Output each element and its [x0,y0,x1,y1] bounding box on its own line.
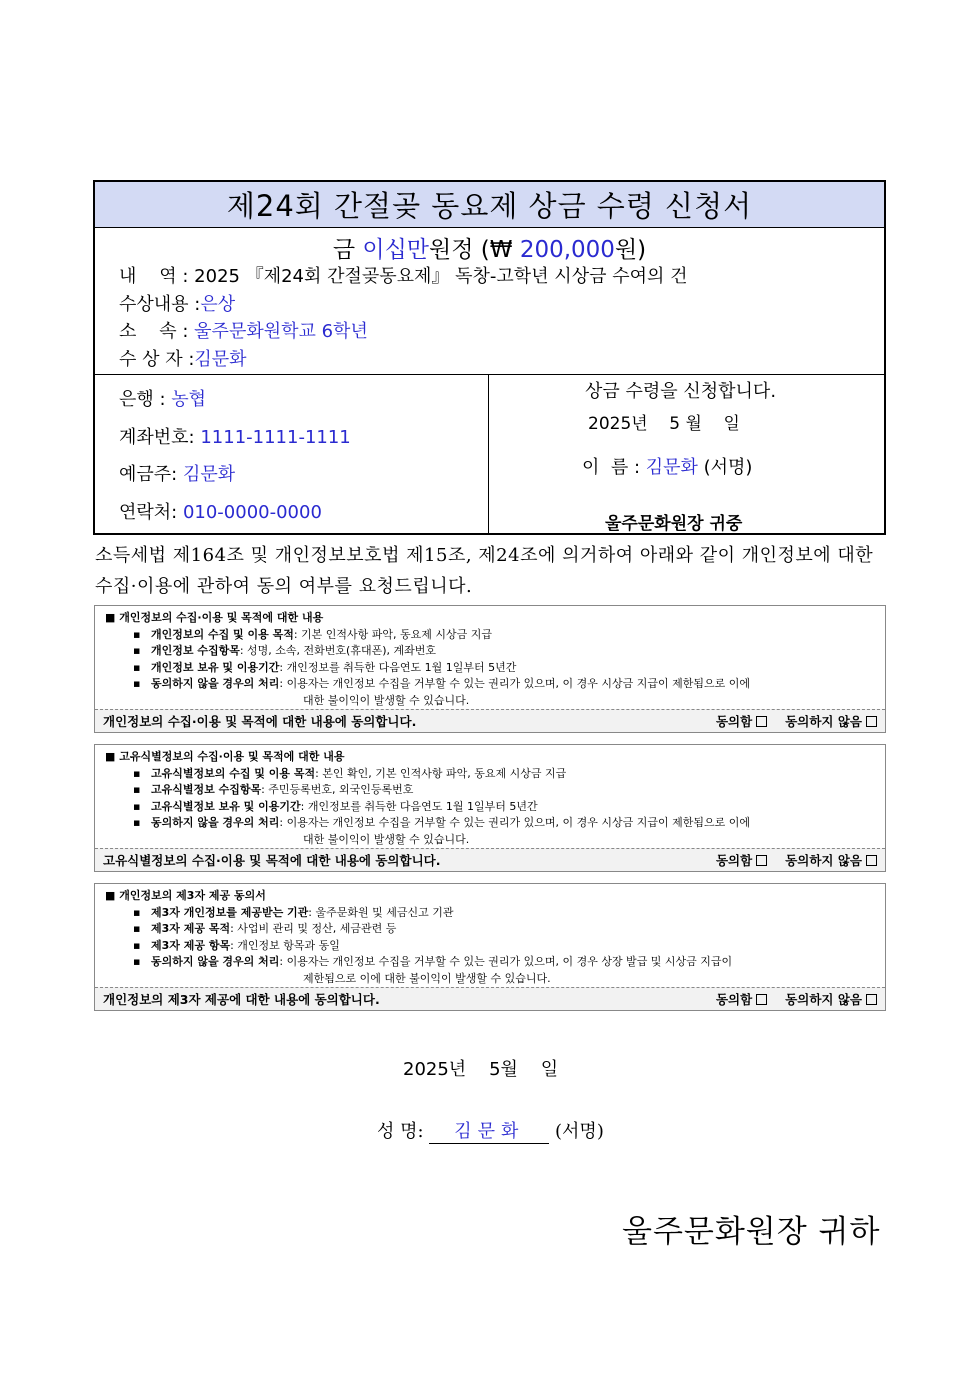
agree-label: 동의함 [715,992,753,1007]
consent-item: ▪ 제3자 제공 항목: 개인정보 항목과 동일 [133,938,885,955]
disagree-checkbox[interactable] [866,994,877,1005]
application-statement [489,375,884,533]
award-row [95,291,884,319]
apply-name-row [582,453,752,479]
account-row [119,419,488,457]
amount-number: 200,000 [519,237,615,263]
apply-statement: 상금 수령을 신청합니다. [585,381,777,402]
disagree-label: 동의하지 않음 [785,853,862,868]
consent-box-unique-id [94,744,886,872]
amount-line [95,231,884,263]
disagree-label: 동의하지 않음 [785,992,862,1007]
signature-label: 성 명: [377,1121,430,1142]
footer-signature [377,1117,604,1144]
form-title: 제24회 간절곶 동요제 상금 수령 신청서 [95,182,884,228]
consent-box-personal-info [94,605,886,733]
apply-name-value: 김문화 [645,457,698,478]
contact-label: 연락처: [119,501,183,523]
disagree-checkbox[interactable] [866,855,877,866]
apply-sign: (서명) [697,457,753,478]
content-label: 내 역 : [119,266,195,287]
footer-date: 2025년 5월 일 [403,1059,559,1080]
consent-item: ▪ 고유식별정보의 수집 및 이용 목적: 본인 확인, 기본 인적사항 파악, 동요제 시상금 지급 [133,766,885,783]
consent-item: ▪ 개인정보 수집항목: 성명, 소속, 전화번호(휴대폰), 계좌번호 [133,643,885,660]
consent-heading: ■ 개인정보의 제3자 제공 동의서 [105,889,266,902]
consent-agree-row [95,848,885,871]
consent-heading: ■ 고유식별정보의 수집·이용 및 목적에 대한 내용 [105,750,345,763]
consent-item: ▪ 개인정보 보유 및 이용기간: 개인정보를 취득한 다음연도 1월 1일부터 5년간 [133,660,885,677]
award-label: 수상내용 : [119,293,201,315]
apply-recipient: 울주문화원장 귀중 [605,514,743,534]
form-bottom-section [95,374,884,533]
amount-prefix: 금 [332,237,363,263]
account-label: 계좌번호: [119,426,201,448]
disagree-label: 동의하지 않음 [785,714,862,729]
award-application-form [93,180,886,535]
agree-checkbox[interactable] [756,716,767,727]
holder-value: 김문화 [182,464,236,485]
consent-agree-text: 개인정보의 수집·이용 및 목적에 대한 내용에 동의합니다. [103,714,417,729]
bank-row [119,381,488,419]
signature-name: 김문화 [429,1117,549,1144]
agree-label: 동의함 [715,714,753,729]
apply-date: 2025년 5 월 일 [588,414,740,434]
consent-agree-text: 개인정보의 제3자 제공에 대한 내용에 동의합니다. [103,992,380,1007]
agree-label: 동의함 [715,853,753,868]
amount-korean: 이십만 [362,237,430,263]
contact-row [119,494,488,532]
consent-item: ▪ 제3자 제공 목적: 사업비 관리 및 정산, 세금관련 등 [133,921,885,938]
holder-row [119,456,488,494]
consent-item: ▪ 동의하지 않을 경우의 처리: 이용자는 개인정보 수집을 거부할 수 있는 권리가 있으며, 이 경우 상장 발급 및 시상금 지급이 [133,954,885,971]
agree-checkbox[interactable] [756,855,767,866]
contact-value: 010-0000-0000 [182,501,322,523]
holder-label: 예금주: [119,464,183,485]
winner-value: 김문화 [194,348,247,370]
consent-continuation: 대한 불이익이 발생할 수 있습니다. [303,693,470,707]
consent-heading: ■ 개인정보의 수집·이용 및 목적에 대한 내용 [105,611,324,624]
consent-item: ▪ 동의하지 않을 경우의 처리: 이용자는 개인정보 수집을 거부할 수 있는 권리가 있으며, 이 경우 시상금 지급이 제한됨으로 이에 [133,815,885,832]
consent-item: ▪ 제3자 개인정보를 제공받는 기관: 울주문화원 및 세금신고 기관 [133,905,885,922]
amount-mid: 원정 (₩ [429,237,520,263]
winner-row [95,346,884,374]
content-value: 2025 『제24회 간절곶동요제』 독창-고학년 시상금 수여의 건 [194,266,688,287]
disagree-checkbox[interactable] [866,716,877,727]
award-value: 은상 [200,293,236,315]
agree-checkbox[interactable] [756,994,767,1005]
consent-agree-text: 고유식별정보의 수집·이용 및 목적에 대한 내용에 동의합니다. [103,853,441,868]
account-value: 1111-1111-1111 [200,426,351,448]
bank-value: 농협 [171,389,207,410]
affiliation-label: 소 속 : [119,321,195,342]
affiliation-value: 울주문화원학교 6학년 [194,321,368,342]
consent-item: ▪ 동의하지 않을 경우의 처리: 이용자는 개인정보 수집을 거부할 수 있는 권리가 있으며, 이 경우 시상금 지급이 제한됨으로 이에 [133,676,885,693]
signature-suffix: (서명) [549,1121,604,1142]
consent-box-third-party [94,883,886,1011]
bank-info [95,375,489,533]
amount-suffix: 원) [614,237,647,263]
consent-item: ▪ 고유식별정보 수집항목: 주민등록번호, 외국인등록번호 [133,782,885,799]
winner-label: 수 상 자 : [119,348,195,370]
consent-agree-row [95,709,885,732]
apply-name-label: 이 름 : [582,457,646,478]
consent-item: ▪ 개인정보의 수집 및 이용 목적: 기본 인적사항 파악, 동요제 시상금 지급 [133,627,885,644]
bank-label: 은행 : [119,389,172,410]
content-row [95,263,884,291]
footer-recipient: 울주문화원장 귀하 [622,1214,881,1250]
consent-agree-row [95,987,885,1010]
consent-item: ▪ 고유식별정보 보유 및 이용기간: 개인정보를 취득한 다음연도 1월 1일부터 5년간 [133,799,885,816]
consent-continuation: 제한됨으로 이에 대한 불이익이 발생할 수 있습니다. [303,971,551,985]
affiliation-row [95,318,884,346]
consent-continuation: 대한 불이익이 발생할 수 있습니다. [303,832,470,846]
privacy-notice: 소득세법 제164조 및 개인정보보호법 제15조, 제24조에 의거하여 아래와 같이 개인정보에 대한 수집·이용에 관하여 동의 여부를 요청드립니다. [95,545,874,597]
